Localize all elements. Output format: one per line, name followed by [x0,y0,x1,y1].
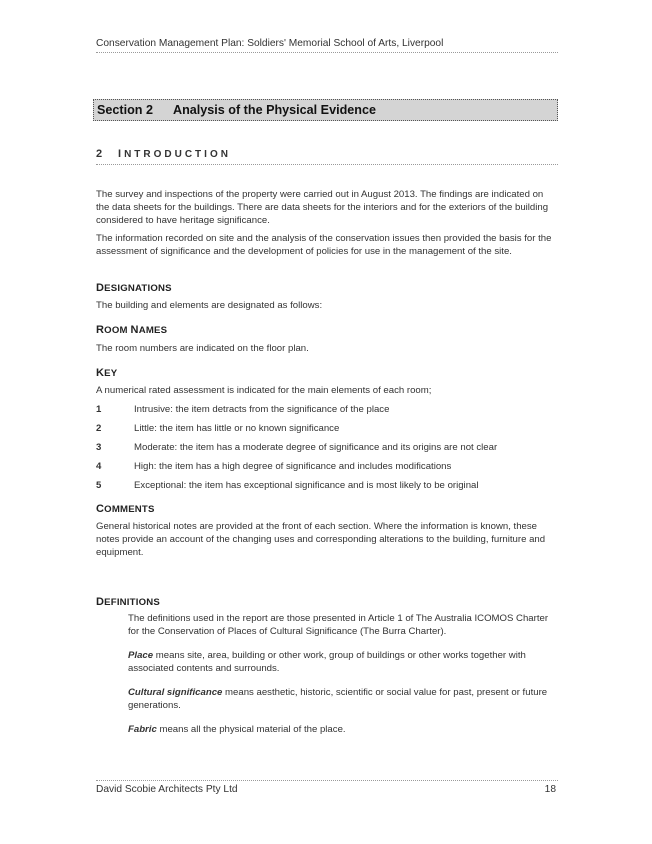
section-number: Section 2 [97,103,153,117]
key-text: Little: the item has little or no known significance [134,423,340,434]
definitions-heading [96,596,160,608]
definition-text: means all the physical material of the place. [156,724,346,735]
key-text: Exceptional: the item has exceptional significance and is most likely to be original [134,480,479,491]
comments-text: General historical notes are provided at the front of each section. Where the information is known, these notes provide an account of the changing uses and corresponding alterations to the building, furniture and equipment. [96,521,546,558]
key-number: 5 [96,480,102,491]
definition-text: means aesthetic, historic, scientific or social value for past, present or future generations. [128,687,548,711]
heading-rest: ESIGNATIONS [104,283,172,294]
heading-rest: OMMENTS [104,504,155,515]
key-heading [96,367,117,379]
key-text: Moderate: the item has a moderate degree of significance and its origins are not clear [134,442,498,453]
page-number: 18 [544,784,556,795]
heading-initial: D [96,282,105,294]
intro-paragraph-2: The information recorded on site and the analysis of the conservation issues then provided the basis for the assessment of significance and the development of policies for use in the management of the site. [96,233,552,257]
heading-initial: K [96,367,105,379]
heading-initial: C [96,503,105,515]
introduction-heading [96,148,558,165]
running-header: Conservation Management Plan: Soldiers' Memorial School of Arts, Liverpool [96,38,558,53]
definition-term: Place [128,650,154,661]
comments-heading [96,503,155,515]
key-number: 4 [96,461,102,472]
heading-initial: R [96,324,105,336]
heading-rest: AMES [138,325,168,336]
heading-initial: D [96,596,105,608]
definition-place [128,649,558,675]
heading-rest: EFINITIONS [104,597,160,608]
heading-initial: I [118,148,125,160]
heading-rest: OOM [104,325,131,336]
page-footer [96,780,558,795]
definition-cultural-significance [128,686,558,712]
footer-company: David Scobie Architects Pty Ltd [96,784,238,795]
key-text: High: the item has a high degree of significance and includes modifications [134,461,452,472]
definition-term: Fabric [128,724,157,735]
room-names-text: The room numbers are indicated on the floor plan. [96,343,309,354]
key-intro: A numerical rated assessment is indicated for the main elements of each room; [96,385,432,396]
key-number: 3 [96,442,102,453]
heading-rest: EY [104,368,118,379]
key-number: 2 [96,423,102,434]
designations-heading [96,282,172,294]
section-banner [93,99,558,121]
definition-fabric [128,723,558,736]
room-names-heading [96,324,167,336]
definitions-intro: The definitions used in the report are those presented in Article 1 of The Australia ICOMOS Charter for the Conservation of Places of Cultural Significance (The Burra Charter). [128,613,549,637]
heading-number: 2 [96,148,103,160]
heading-rest: NTRODUCTION [124,149,231,160]
designations-text: The building and elements are designated as follows: [96,300,323,311]
definition-term: Cultural significance [128,687,223,698]
intro-paragraph-1: The survey and inspections of the property were carried out in August 2013. The findings are indicated on the data sheets for the buildings. There are data sheets for the interiors and for the exteriors of the building considered to have heritage significance. [96,189,549,226]
key-number: 1 [96,404,102,415]
section-title: Analysis of the Physical Evidence [173,103,376,117]
key-text: Intrusive: the item detracts from the significance of the place [134,404,390,415]
heading-initial: N [130,324,139,336]
definition-text: means site, area, building or other work, group of buildings or other works together with associated contents and surrounds. [128,650,526,674]
